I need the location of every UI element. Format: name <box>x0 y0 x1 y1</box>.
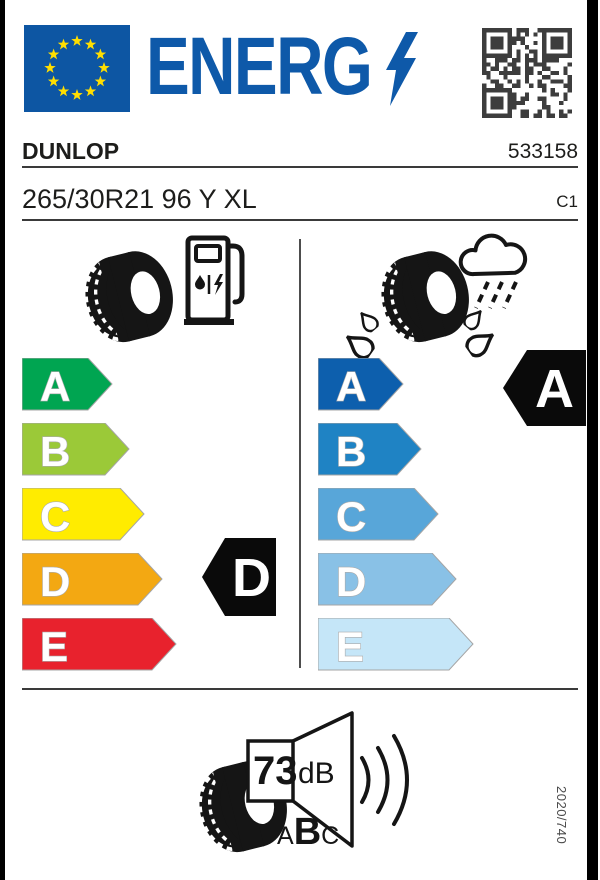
tyre-dimensions: 265/30R21 96 Y XL <box>22 184 257 214</box>
column-divider <box>299 239 301 668</box>
wet-scale-arrow-d <box>318 553 457 606</box>
noise-class-b: B <box>293 811 322 853</box>
sound-waves-icon <box>362 736 407 824</box>
fuel-scale-arrow-e <box>22 618 177 671</box>
fuel-scale-arrow-a <box>22 358 113 411</box>
rain-drops <box>476 282 516 308</box>
grade-letter: A <box>336 363 367 410</box>
wet-grip-rating-badge <box>503 350 586 426</box>
divider-line <box>22 166 578 168</box>
grade-letter: D <box>336 558 367 605</box>
grade-letter: C <box>40 493 71 540</box>
eu-flag-icon <box>24 25 130 112</box>
grade-letter: D <box>40 558 71 605</box>
wet-scale-arrow-a <box>318 358 404 411</box>
wet-grip-scale <box>318 358 474 683</box>
divider-line <box>22 219 578 221</box>
fuel-pump-icon <box>184 234 246 326</box>
fuel-scale-arrow-c <box>22 488 145 541</box>
qr-code <box>482 28 572 118</box>
fuel-rating-letter: D <box>232 548 271 608</box>
wet-scale-arrow-b <box>318 423 422 476</box>
lightning-bolt-icon <box>384 32 418 106</box>
fuel-scale-arrow-b <box>22 423 130 476</box>
grade-letter: A <box>40 363 71 410</box>
wet-scale-arrow-e <box>318 618 474 671</box>
fuel-scale-arrow-d <box>22 553 163 606</box>
label-left-border <box>0 0 5 880</box>
grade-letter: B <box>336 428 367 475</box>
noise-class-c: C <box>321 822 340 850</box>
tyre-class: C1 <box>556 192 578 211</box>
fuel-efficiency-scale <box>22 358 177 683</box>
noise-value: 73 <box>253 749 298 793</box>
regulation-number: 2020/740 <box>554 786 569 845</box>
noise-class-letters <box>277 812 339 860</box>
tire-icon <box>80 244 180 349</box>
grade-letter: E <box>40 623 69 670</box>
fuel-efficiency-rating-badge <box>202 538 276 616</box>
noise-unit: dB <box>298 757 335 790</box>
brand-name: DUNLOP <box>22 138 120 164</box>
grade-letter: E <box>336 623 365 670</box>
grade-letter: B <box>40 428 71 475</box>
energ-logo-text: ENERG <box>146 21 372 112</box>
label-right-border <box>587 0 598 880</box>
rain-cloud-icon <box>456 228 534 323</box>
wet-scale-arrow-c <box>318 488 439 541</box>
noise-class-a: A <box>277 822 294 850</box>
article-number: 533158 <box>507 140 578 163</box>
grade-letter: C <box>336 493 367 540</box>
divider-line <box>22 688 578 690</box>
wet-rating-letter: A <box>535 359 574 419</box>
